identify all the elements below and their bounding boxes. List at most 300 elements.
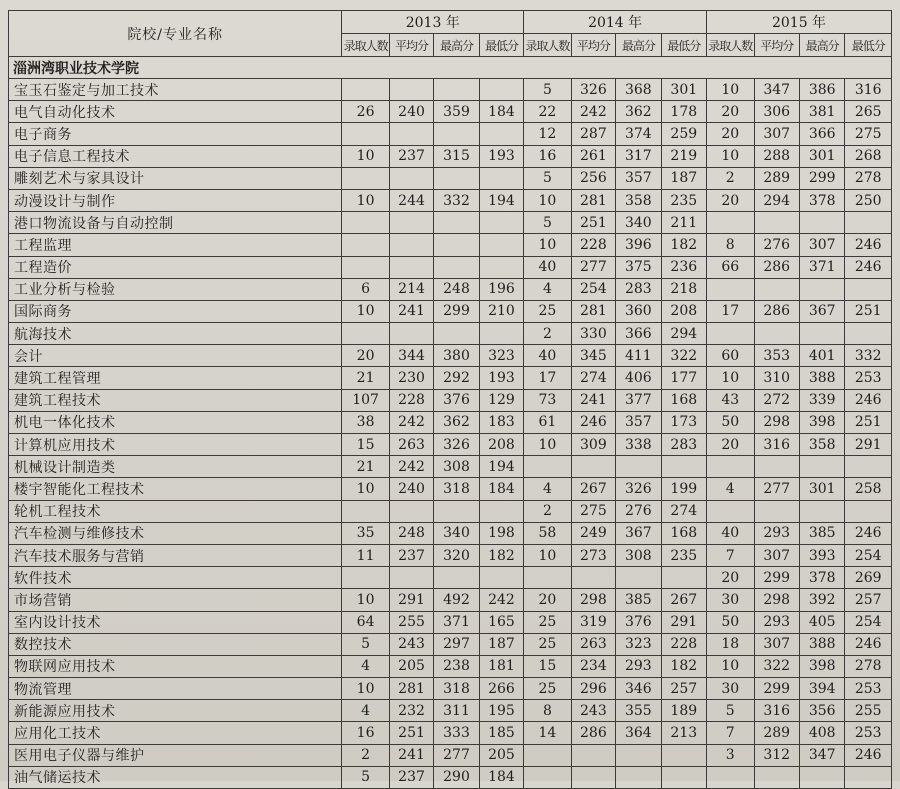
table-row (9, 766, 892, 788)
score-cell: 388 (799, 633, 844, 655)
score-cell: 235 (661, 544, 706, 566)
score-cell: 30 (707, 589, 754, 611)
score-cell (389, 212, 433, 234)
table-row (9, 367, 892, 389)
score-cell: 15 (342, 434, 389, 456)
score-cell: 398 (799, 411, 844, 433)
score-cell (479, 79, 523, 101)
score-cell (845, 212, 892, 234)
score-cell (389, 79, 433, 101)
score-cell: 319 (571, 611, 615, 633)
score-cell: 385 (616, 589, 661, 611)
table-row (9, 145, 892, 167)
score-cell (754, 278, 799, 300)
score-cell: 5 (342, 766, 389, 788)
table-row (9, 478, 892, 500)
score-cell: 242 (389, 456, 433, 478)
major-name-cell: 物联网应用技术 (9, 655, 342, 677)
score-cell: 316 (754, 700, 799, 722)
major-name-cell: 市场营销 (9, 589, 342, 611)
major-name-cell: 航海技术 (9, 323, 342, 345)
score-cell: 307 (754, 633, 799, 655)
score-cell: 240 (389, 478, 433, 500)
score-cell: 4 (524, 278, 571, 300)
score-cell (524, 766, 571, 788)
score-cell: 255 (389, 611, 433, 633)
score-cell: 274 (571, 367, 615, 389)
score-cell: 298 (754, 589, 799, 611)
score-cell: 375 (616, 256, 661, 278)
score-cell: 256 (571, 167, 615, 189)
score-cell: 310 (754, 367, 799, 389)
score-cell: 298 (754, 411, 799, 433)
score-cell: 293 (616, 655, 661, 677)
score-cell: 355 (616, 700, 661, 722)
score-cell: 177 (661, 367, 706, 389)
score-cell: 240 (389, 101, 433, 123)
score-cell (799, 500, 844, 522)
score-cell: 107 (342, 389, 389, 411)
score-cell: 21 (342, 456, 389, 478)
score-cell: 2 (524, 500, 571, 522)
score-cell (434, 167, 479, 189)
major-name-cell: 宝玉石鉴定与加工技术 (9, 79, 342, 101)
score-cell: 168 (661, 522, 706, 544)
score-cell (571, 744, 615, 766)
table-row (9, 678, 892, 700)
score-cell: 261 (571, 145, 615, 167)
score-cell: 64 (342, 611, 389, 633)
score-cell (389, 167, 433, 189)
score-cell: 283 (661, 434, 706, 456)
score-cell (571, 456, 615, 478)
score-cell: 301 (799, 478, 844, 500)
score-cell: 281 (571, 189, 615, 211)
table-row (9, 589, 892, 611)
score-cell: 181 (479, 655, 523, 677)
score-cell: 266 (479, 678, 523, 700)
table-row (9, 389, 892, 411)
score-cell: 326 (571, 79, 615, 101)
table-row (9, 633, 892, 655)
score-cell: 10 (342, 189, 389, 211)
score-cell (799, 323, 844, 345)
score-cell: 307 (754, 544, 799, 566)
score-cell: 274 (661, 500, 706, 522)
major-name-cell: 工程监理 (9, 234, 342, 256)
major-name-cell: 物流管理 (9, 678, 342, 700)
score-cell: 12 (524, 123, 571, 145)
score-cell (616, 567, 661, 589)
table-row (9, 212, 892, 234)
table-row (9, 500, 892, 522)
score-cell (754, 500, 799, 522)
score-cell: 241 (389, 300, 433, 322)
score-cell: 323 (616, 633, 661, 655)
score-cell: 10 (707, 145, 754, 167)
score-cell: 228 (571, 234, 615, 256)
score-cell (845, 500, 892, 522)
score-cell: 3 (707, 744, 754, 766)
score-cell: 246 (845, 256, 892, 278)
score-cell: 267 (661, 589, 706, 611)
score-cell (342, 167, 389, 189)
score-cell: 4 (342, 655, 389, 677)
score-cell: 307 (754, 123, 799, 145)
score-cell: 316 (754, 434, 799, 456)
major-name-cell: 港口物流设备与自动控制 (9, 212, 342, 234)
table-row (9, 300, 892, 322)
score-cell: 17 (707, 300, 754, 322)
score-cell: 408 (799, 722, 844, 744)
score-cell: 278 (845, 655, 892, 677)
score-cell: 330 (571, 323, 615, 345)
score-cell: 378 (799, 189, 844, 211)
table-row (9, 323, 892, 345)
score-cell: 8 (524, 700, 571, 722)
score-cell (479, 500, 523, 522)
score-cell: 411 (616, 345, 661, 367)
score-cell: 66 (707, 256, 754, 278)
score-cell: 301 (661, 79, 706, 101)
score-cell: 173 (661, 411, 706, 433)
score-cell: 234 (571, 655, 615, 677)
score-cell: 346 (616, 678, 661, 700)
score-cell: 376 (434, 389, 479, 411)
score-cell: 277 (571, 256, 615, 278)
score-cell: 26 (342, 101, 389, 123)
score-cell: 10 (342, 478, 389, 500)
score-cell (434, 79, 479, 101)
score-cell: 250 (845, 189, 892, 211)
score-cell: 60 (707, 345, 754, 367)
score-cell: 17 (524, 367, 571, 389)
score-cell (845, 456, 892, 478)
subcolumn-header: 平均分 (754, 34, 799, 57)
score-cell: 194 (479, 189, 523, 211)
score-cell: 7 (707, 722, 754, 744)
score-cell: 308 (616, 544, 661, 566)
score-cell (799, 766, 844, 788)
score-cell: 242 (571, 101, 615, 123)
score-cell (661, 744, 706, 766)
score-cell: 340 (434, 522, 479, 544)
score-cell: 20 (707, 434, 754, 456)
score-cell (661, 567, 706, 589)
score-cell: 248 (389, 522, 433, 544)
score-cell: 18 (707, 633, 754, 655)
score-cell: 386 (799, 79, 844, 101)
score-cell: 318 (434, 678, 479, 700)
score-cell: 187 (479, 633, 523, 655)
score-cell: 299 (754, 567, 799, 589)
score-cell: 318 (434, 478, 479, 500)
score-cell: 273 (571, 544, 615, 566)
score-cell (342, 323, 389, 345)
score-cell (754, 212, 799, 234)
score-cell (707, 323, 754, 345)
score-cell (342, 212, 389, 234)
score-cell: 2 (524, 323, 571, 345)
score-cell: 340 (616, 212, 661, 234)
score-cell (389, 323, 433, 345)
score-cell: 294 (661, 323, 706, 345)
score-cell: 5 (707, 700, 754, 722)
score-cell (434, 256, 479, 278)
score-cell: 374 (616, 123, 661, 145)
score-cell: 40 (524, 256, 571, 278)
score-cell: 246 (845, 234, 892, 256)
subcolumn-header: 平均分 (571, 34, 615, 57)
score-cell: 277 (434, 744, 479, 766)
score-cell: 406 (616, 367, 661, 389)
score-cell: 293 (754, 611, 799, 633)
score-cell: 50 (707, 411, 754, 433)
score-cell: 257 (845, 589, 892, 611)
score-cell: 196 (479, 278, 523, 300)
major-name-cell: 软件技术 (9, 567, 342, 589)
score-cell: 184 (479, 101, 523, 123)
score-cell: 492 (434, 589, 479, 611)
score-cell: 292 (434, 367, 479, 389)
score-cell (389, 500, 433, 522)
score-cell: 275 (571, 500, 615, 522)
score-cell (479, 567, 523, 589)
score-cell: 393 (799, 544, 844, 566)
major-name-cell: 汽车技术服务与营销 (9, 544, 342, 566)
score-cell: 10 (524, 434, 571, 456)
score-cell: 357 (616, 411, 661, 433)
score-cell: 61 (524, 411, 571, 433)
score-cell: 10 (342, 300, 389, 322)
score-cell (571, 567, 615, 589)
score-cell: 242 (479, 589, 523, 611)
subcolumn-header: 最高分 (434, 34, 479, 57)
score-cell: 287 (571, 123, 615, 145)
score-cell: 198 (479, 522, 523, 544)
score-cell (479, 167, 523, 189)
score-cell: 40 (707, 522, 754, 544)
score-cell: 21 (342, 367, 389, 389)
score-cell: 14 (524, 722, 571, 744)
score-cell (342, 123, 389, 145)
score-cell: 268 (845, 145, 892, 167)
table-row (9, 655, 892, 677)
score-cell: 281 (389, 678, 433, 700)
score-cell: 345 (571, 345, 615, 367)
score-cell (389, 256, 433, 278)
score-cell: 129 (479, 389, 523, 411)
score-cell (479, 212, 523, 234)
score-cell (342, 500, 389, 522)
score-cell: 184 (479, 766, 523, 788)
score-cell: 232 (389, 700, 433, 722)
score-cell: 367 (799, 300, 844, 322)
score-cell (524, 456, 571, 478)
score-cell: 257 (661, 678, 706, 700)
score-cell: 205 (389, 655, 433, 677)
score-cell: 182 (661, 655, 706, 677)
score-cell (342, 256, 389, 278)
score-cell: 238 (434, 655, 479, 677)
score-cell (389, 123, 433, 145)
major-name-cell: 医用电子仪器与维护 (9, 744, 342, 766)
score-cell: 385 (799, 522, 844, 544)
score-cell: 378 (799, 567, 844, 589)
table-row (9, 234, 892, 256)
score-cell: 189 (661, 700, 706, 722)
score-cell: 299 (754, 678, 799, 700)
table-row (9, 611, 892, 633)
score-cell: 183 (479, 411, 523, 433)
score-cell: 322 (754, 655, 799, 677)
score-cell: 16 (342, 722, 389, 744)
major-name-cell: 建筑工程管理 (9, 367, 342, 389)
school-name: 淄洲湾职业技术学院 (9, 57, 892, 79)
score-cell (661, 766, 706, 788)
score-cell: 344 (389, 345, 433, 367)
score-cell (524, 567, 571, 589)
score-cell: 30 (707, 678, 754, 700)
score-cell: 208 (479, 434, 523, 456)
score-cell: 211 (661, 212, 706, 234)
score-cell: 10 (342, 589, 389, 611)
score-cell: 185 (479, 722, 523, 744)
score-cell: 50 (707, 611, 754, 633)
score-cell: 291 (661, 611, 706, 633)
table-row (9, 101, 892, 123)
score-cell: 237 (389, 544, 433, 566)
score-cell (799, 212, 844, 234)
score-cell: 20 (707, 123, 754, 145)
score-cell: 7 (707, 544, 754, 566)
score-cell: 308 (434, 456, 479, 478)
score-cell (661, 456, 706, 478)
score-cell: 10 (342, 678, 389, 700)
score-cell: 243 (389, 633, 433, 655)
score-cell: 253 (845, 678, 892, 700)
major-name-cell: 新能源应用技术 (9, 700, 342, 722)
score-cell: 394 (799, 678, 844, 700)
score-cell: 290 (434, 766, 479, 788)
table-row (9, 544, 892, 566)
score-cell (524, 744, 571, 766)
score-cell: 366 (616, 323, 661, 345)
score-cell: 278 (845, 167, 892, 189)
major-name-cell: 工业分析与检验 (9, 278, 342, 300)
score-cell: 312 (754, 744, 799, 766)
score-cell: 213 (661, 722, 706, 744)
score-cell: 380 (434, 345, 479, 367)
score-cell: 22 (524, 101, 571, 123)
score-cell (707, 456, 754, 478)
score-cell: 210 (479, 300, 523, 322)
score-cell: 326 (616, 478, 661, 500)
subcolumn-header: 录取人数 (524, 34, 571, 57)
score-cell: 251 (571, 212, 615, 234)
major-name-cell: 油气储运技术 (9, 766, 342, 788)
major-name-cell: 电子信息工程技术 (9, 145, 342, 167)
year-header-2014: 2014 年 (524, 11, 707, 34)
corner-header: 院校/专业名称 (9, 11, 342, 57)
score-cell (434, 234, 479, 256)
score-cell (707, 212, 754, 234)
score-cell (845, 278, 892, 300)
admission-score-table (8, 10, 892, 789)
subcolumn-header: 最高分 (799, 34, 844, 57)
score-cell: 241 (389, 744, 433, 766)
year-header-2015: 2015 年 (707, 11, 892, 34)
score-cell: 299 (434, 300, 479, 322)
score-cell (845, 766, 892, 788)
table-row (9, 567, 892, 589)
major-name-cell: 室内设计技术 (9, 611, 342, 633)
score-cell: 208 (661, 300, 706, 322)
score-cell: 276 (616, 500, 661, 522)
score-cell (342, 567, 389, 589)
score-cell: 187 (661, 167, 706, 189)
subcolumn-header: 录取人数 (707, 34, 754, 57)
score-cell: 10 (524, 189, 571, 211)
major-name-cell: 汽车检测与维修技术 (9, 522, 342, 544)
score-cell: 241 (571, 389, 615, 411)
score-cell: 2 (342, 744, 389, 766)
score-cell (479, 256, 523, 278)
major-name-cell: 机电一体化技术 (9, 411, 342, 433)
score-cell: 10 (524, 234, 571, 256)
score-cell: 263 (571, 633, 615, 655)
score-cell: 246 (845, 633, 892, 655)
score-cell: 272 (754, 389, 799, 411)
score-cell: 376 (616, 611, 661, 633)
score-cell: 248 (434, 278, 479, 300)
score-cell: 4 (524, 478, 571, 500)
score-cell: 243 (571, 700, 615, 722)
score-cell: 194 (479, 456, 523, 478)
year-header-row (9, 11, 892, 34)
score-cell: 298 (571, 589, 615, 611)
table-row (9, 123, 892, 145)
subcolumn-header: 最低分 (479, 34, 523, 57)
score-cell: 10 (707, 79, 754, 101)
score-cell: 20 (707, 567, 754, 589)
score-cell: 10 (524, 544, 571, 566)
score-cell: 357 (616, 167, 661, 189)
score-cell: 332 (845, 345, 892, 367)
score-cell: 267 (571, 478, 615, 500)
score-cell: 306 (754, 101, 799, 123)
score-cell (616, 456, 661, 478)
score-cell: 263 (389, 434, 433, 456)
score-cell: 366 (799, 123, 844, 145)
subcolumn-header: 平均分 (389, 34, 433, 57)
score-cell (434, 567, 479, 589)
major-name-cell: 国际商务 (9, 300, 342, 322)
major-name-cell: 工程造价 (9, 256, 342, 278)
score-cell: 73 (524, 389, 571, 411)
score-cell (754, 456, 799, 478)
table-row (9, 456, 892, 478)
table-row (9, 278, 892, 300)
score-cell: 254 (845, 611, 892, 633)
score-cell: 286 (754, 256, 799, 278)
score-cell: 294 (754, 189, 799, 211)
score-cell: 326 (434, 434, 479, 456)
score-cell: 25 (524, 633, 571, 655)
score-cell (434, 212, 479, 234)
score-cell: 291 (389, 589, 433, 611)
score-cell: 184 (479, 478, 523, 500)
